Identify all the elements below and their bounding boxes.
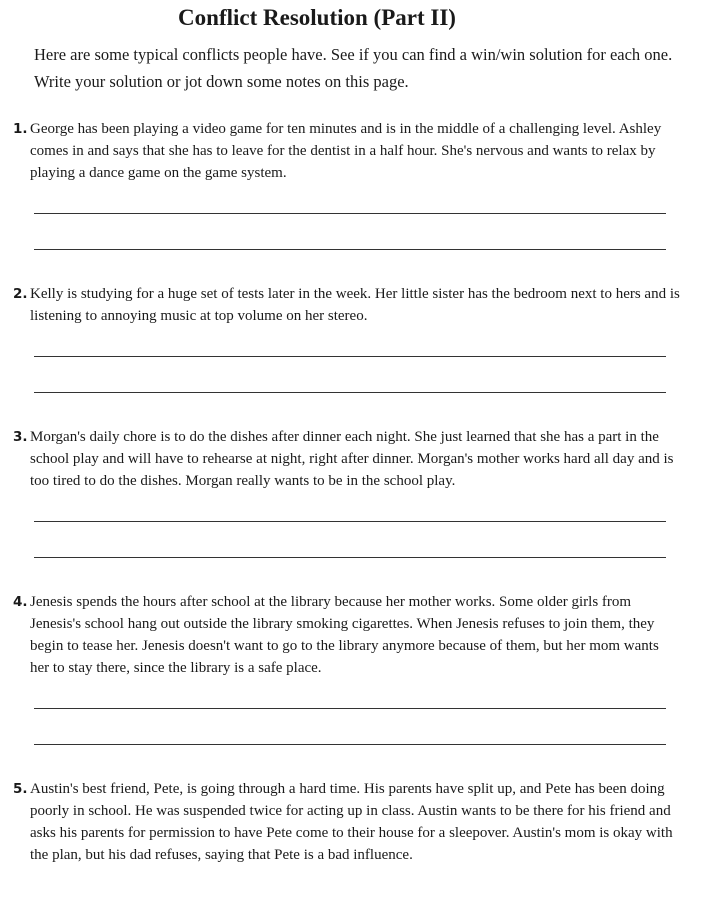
question-5 xyxy=(13,778,680,866)
answer-line[interactable] xyxy=(34,356,666,357)
question-number: 2. xyxy=(13,286,28,302)
answer-line[interactable] xyxy=(34,708,666,709)
answer-line[interactable] xyxy=(34,557,666,558)
question-text: Kelly is studying for a huge set of tests later in the week. Her little sister has the bedroom next to hers and is listening to annoying music at top volume on her stereo. xyxy=(30,286,680,324)
question-text: George has been playing a video game for ten minutes and is in the middle of a challenging level. Ashley comes in and says that she has to leave for the dentist in a half hour. She's nervous and wants to relax by playing a dance game on the game system. xyxy=(30,121,662,181)
answer-line[interactable] xyxy=(34,521,666,522)
page-title: Conflict Resolution (Part II) xyxy=(178,5,456,30)
instructions: Here are some typical conflicts people have. See if you can find a win/win solution for each one. Write your solution or jot down some notes on this page. xyxy=(34,45,673,91)
question-number: 1. xyxy=(13,121,28,137)
question-1 xyxy=(13,118,680,184)
question-number: 3. xyxy=(13,429,28,445)
question-text: Jenesis spends the hours after school at the library because her mother works. Some older girls from Jenesis's school hang out outside the library smoking cigarettes. When Jenesis refuses to join them, they begin to tease her. Jenesis doesn't want to go to the library anymore because of them, but her mom wants her to stay there, since the library is a safe place. xyxy=(30,594,659,676)
question-text: Austin's best friend, Pete, is going through a hard time. His parents have split up, and Pete has been doing poorly in school. He was suspended twice for acting up in class. Austin wants to be there for his friend and asks his parents for permission to have Pete come to their house for a sleepover. Austin's mom is okay with the plan, but his dad refuses, saying that Pete is a bad influence. xyxy=(30,781,673,863)
question-number: 5. xyxy=(13,781,28,797)
answer-line[interactable] xyxy=(34,213,666,214)
answer-line[interactable] xyxy=(34,249,666,250)
answer-line[interactable] xyxy=(34,392,666,393)
question-number: 4. xyxy=(13,594,28,610)
question-4 xyxy=(13,591,680,679)
question-text: Morgan's daily chore is to do the dishes after dinner each night. She just learned that she has a part in the school play and will have to rehearse at night, right after dinner. Morgan's mother works hard all day and is too tired to do the dishes. Morgan really wants to be in the school play. xyxy=(30,429,674,489)
answer-line[interactable] xyxy=(34,744,666,745)
question-2 xyxy=(13,283,680,327)
question-3 xyxy=(13,426,680,492)
